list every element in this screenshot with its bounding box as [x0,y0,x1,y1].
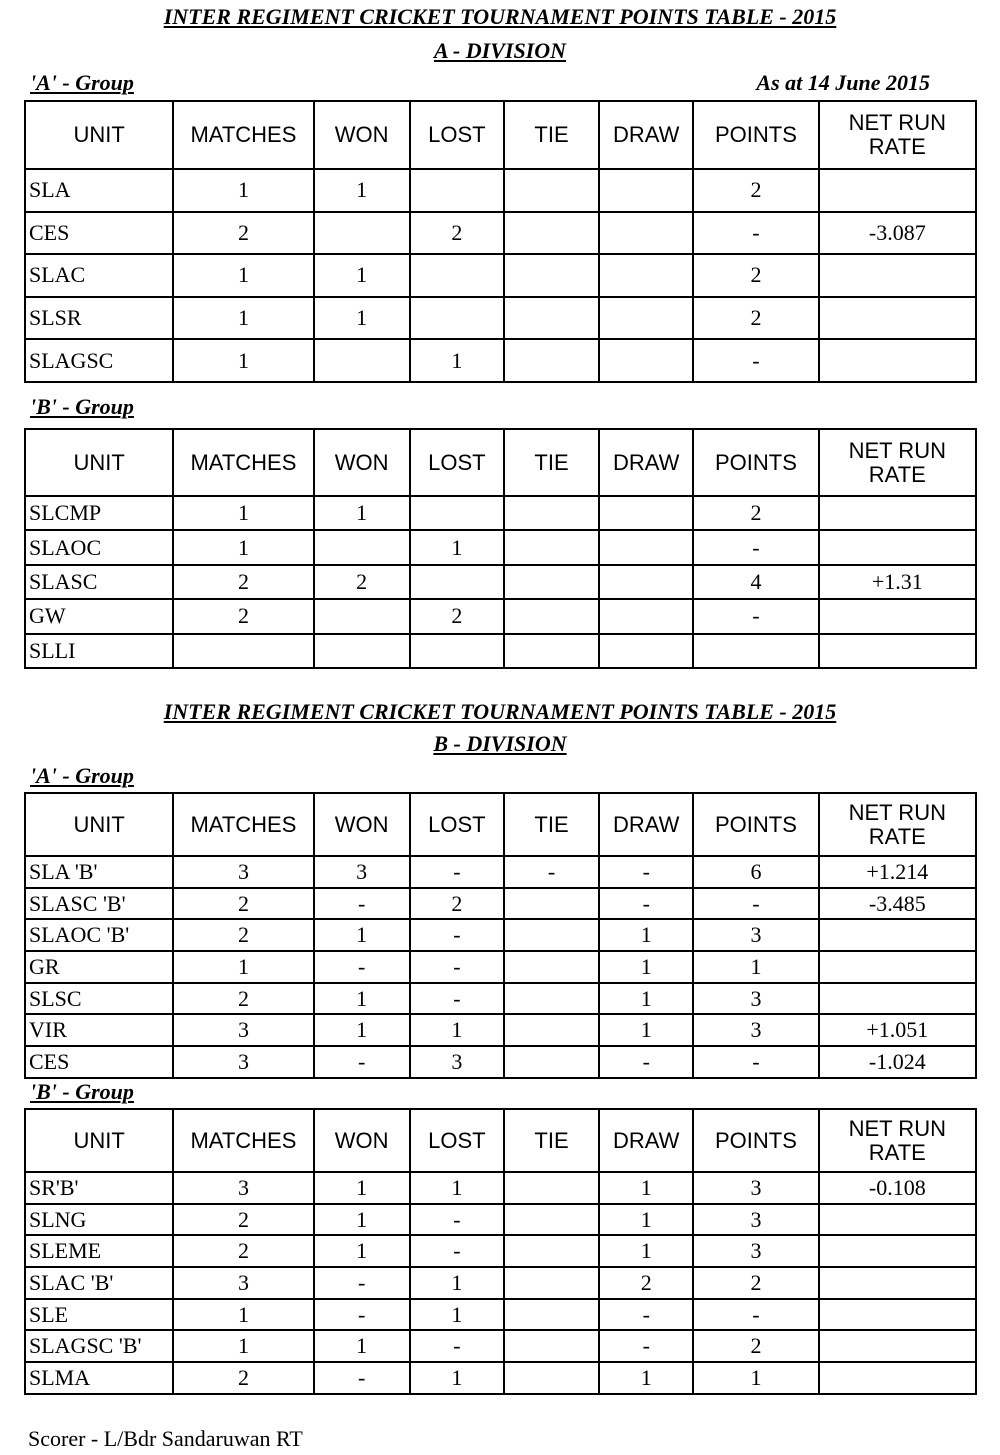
column-header-won: WON [314,1109,410,1172]
cell-lost: 2 [410,212,504,255]
a-division-group-b-table [24,428,977,669]
cell-matches: 2 [173,888,313,920]
table-row [25,1330,976,1362]
cell-points: 3 [693,1235,818,1267]
cell-lost: - [410,951,504,983]
cell-won: - [314,951,410,983]
column-header-points: POINTS [693,793,818,856]
cell-won: 3 [314,856,410,888]
column-header-net-run-line: NET RUN [848,110,946,135]
cell-tie: - [504,856,599,888]
cell-net-run-rate [819,919,976,951]
column-header-net-run-line: NET RUN [848,1115,946,1141]
cell-matches: 1 [173,169,313,212]
cell-won: - [314,888,410,920]
cell-lost: - [410,1330,504,1362]
cell-draw: 1 [599,983,693,1015]
column-header-matches: MATCHES [173,101,313,169]
column-header-net-run-rate [819,793,976,856]
table-row [25,951,976,983]
cell-net-run-rate [819,297,976,340]
cell-points: 3 [693,919,818,951]
table-row [25,599,976,633]
cell-tie [504,254,599,297]
column-header-net-run-line: NET RUN [848,799,946,825]
cell-points [693,634,818,668]
cell-net-run-rate: +1.051 [819,1014,976,1046]
cell-draw [599,634,693,668]
cell-matches: 3 [173,1267,313,1299]
column-header-unit: UNIT [25,793,173,856]
cell-lost: - [410,1235,504,1267]
cell-draw: 1 [599,951,693,983]
cell-tie [504,951,599,983]
cell-lost: - [410,1204,504,1236]
cell-points: 2 [693,1330,818,1362]
cell-net-run-rate [819,1330,976,1362]
b-division-group-a-table [24,792,977,1079]
column-header-won: WON [314,101,410,169]
cell-won: 1 [314,169,410,212]
cell-matches: 1 [173,1299,313,1331]
cell-matches: 2 [173,599,313,633]
column-header-rate-line: RATE [868,823,926,849]
column-header-matches: MATCHES [173,793,313,856]
cell-won: 1 [314,254,410,297]
cell-won: 1 [314,1204,410,1236]
cell-lost: 1 [410,1267,504,1299]
cell-net-run-rate: -1.024 [819,1046,976,1078]
scorer-credit: Scorer - L/Bdr Sandaruwan RT [28,1426,303,1451]
cell-points: 4 [693,565,818,599]
table-row [25,888,976,920]
cell-draw [599,212,693,255]
cell-tie [504,565,599,599]
cell-unit: CES [25,1046,173,1078]
table-row [25,1046,976,1078]
cell-net-run-rate: +1.31 [819,565,976,599]
column-header-lost: LOST [410,1109,504,1172]
b-division-group-a-label: 'A' - Group [30,763,134,788]
cell-points: - [693,888,818,920]
column-header-lost: LOST [410,429,504,496]
table-row [25,254,976,297]
cell-net-run-rate [819,951,976,983]
cell-unit: GW [25,599,173,633]
cell-tie [504,1235,599,1267]
cell-matches: 2 [173,919,313,951]
cell-net-run-rate: -3.485 [819,888,976,920]
cell-tie [504,599,599,633]
cell-points: - [693,339,818,382]
cell-draw: - [599,1330,693,1362]
column-header-tie: TIE [504,429,599,496]
cell-matches: 3 [173,856,313,888]
cell-won: - [314,1299,410,1331]
cell-points: 1 [693,1362,818,1394]
cell-draw: 1 [599,1014,693,1046]
cell-tie [504,1362,599,1394]
cell-matches: 1 [173,951,313,983]
cell-net-run-rate [819,1235,976,1267]
cell-draw [599,565,693,599]
column-header-unit: UNIT [25,429,173,496]
cell-net-run-rate [819,1299,976,1331]
table-row [25,1299,976,1331]
cell-matches [173,634,313,668]
table-row [25,1172,976,1204]
cell-won [314,634,410,668]
cell-draw [599,297,693,340]
cell-won: 1 [314,496,410,530]
cell-points: 2 [693,496,818,530]
cell-unit: SLNG [25,1204,173,1236]
a-division-group-a-table [24,100,977,383]
column-header-matches: MATCHES [173,1109,313,1172]
cell-lost: 3 [410,1046,504,1078]
cell-draw: 1 [599,1204,693,1236]
cell-unit: SLASC [25,565,173,599]
column-header-draw: DRAW [599,1109,693,1172]
cell-won: 1 [314,1330,410,1362]
cell-unit: SLAOC 'B' [25,919,173,951]
cell-lost: 1 [410,1172,504,1204]
cell-matches: 3 [173,1014,313,1046]
cell-draw [599,530,693,564]
cell-matches: 2 [173,1204,313,1236]
cell-points: 3 [693,1014,818,1046]
cell-unit: SLSC [25,983,173,1015]
cell-points: 3 [693,983,818,1015]
cell-lost: 1 [410,1014,504,1046]
cell-tie [504,919,599,951]
cell-net-run-rate [819,1362,976,1394]
cell-net-run-rate [819,1267,976,1299]
table-row [25,339,976,382]
cell-lost: - [410,919,504,951]
cell-points: - [693,212,818,255]
cell-won: 2 [314,565,410,599]
cell-draw: 1 [599,1362,693,1394]
cell-unit: VIR [25,1014,173,1046]
column-header-won: WON [314,793,410,856]
column-header-draw: DRAW [599,101,693,169]
cell-unit: SLAC 'B' [25,1267,173,1299]
cell-won: 1 [314,919,410,951]
b-division-group-b-table [24,1108,977,1395]
cell-draw: - [599,1046,693,1078]
column-header-matches: MATCHES [173,429,313,496]
cell-won: 1 [314,1014,410,1046]
cell-unit: SLAGSC 'B' [25,1330,173,1362]
cell-points: 3 [693,1172,818,1204]
cell-net-run-rate [819,254,976,297]
column-header-won: WON [314,429,410,496]
cell-lost: - [410,983,504,1015]
cell-lost: - [410,856,504,888]
cell-unit: CES [25,212,173,255]
cell-won: - [314,1267,410,1299]
cell-matches: 1 [173,496,313,530]
cell-matches: 1 [173,297,313,340]
cell-tie [504,297,599,340]
column-header-rate-line: RATE [868,134,926,159]
cell-draw: - [599,856,693,888]
b-division-heading: B - DIVISION [433,731,567,756]
cell-net-run-rate: -3.087 [819,212,976,255]
cell-lost: 2 [410,888,504,920]
cell-lost [410,254,504,297]
column-header-points: POINTS [693,1109,818,1172]
cell-draw: 1 [599,1235,693,1267]
cell-matches: 3 [173,1046,313,1078]
column-header-unit: UNIT [25,101,173,169]
cell-draw [599,599,693,633]
table-row [25,297,976,340]
cell-lost: 1 [410,339,504,382]
cell-tie [504,1267,599,1299]
column-header-rate-line: RATE [868,461,926,487]
cell-lost [410,565,504,599]
cell-tie [504,169,599,212]
cell-tie [504,1204,599,1236]
cell-lost: 2 [410,599,504,633]
cell-net-run-rate [819,169,976,212]
cell-net-run-rate [819,530,976,564]
cell-lost [410,297,504,340]
cell-tie [504,1046,599,1078]
cell-unit: SLMA [25,1362,173,1394]
cell-unit: SLLI [25,634,173,668]
cell-draw: 1 [599,919,693,951]
column-header-points: POINTS [693,429,818,496]
cell-won: - [314,1046,410,1078]
cell-unit: SLAGSC [25,339,173,382]
cell-points: 3 [693,1204,818,1236]
cell-unit: SLA [25,169,173,212]
cell-lost [410,496,504,530]
cell-matches: 1 [173,339,313,382]
column-header-points: POINTS [693,101,818,169]
cell-points: 2 [693,1267,818,1299]
cell-points: 6 [693,856,818,888]
cell-tie [504,1330,599,1362]
column-header-tie: TIE [504,1109,599,1172]
cell-won [314,212,410,255]
cell-draw [599,254,693,297]
cell-won: 1 [314,1172,410,1204]
table-row [25,530,976,564]
as-at-date: As at 14 June 2015 [756,70,930,95]
cell-tie [504,1299,599,1331]
cell-draw: - [599,1299,693,1331]
cell-lost [410,634,504,668]
cell-unit: SLAOC [25,530,173,564]
cell-tie [504,530,599,564]
cell-net-run-rate [819,599,976,633]
table-row [25,1235,976,1267]
cell-tie [504,888,599,920]
cell-draw [599,496,693,530]
cell-points: - [693,599,818,633]
cell-matches: 1 [173,530,313,564]
cell-draw [599,169,693,212]
cell-net-run-rate [819,496,976,530]
cell-unit: SLSR [25,297,173,340]
cell-won: - [314,1362,410,1394]
cell-tie [504,983,599,1015]
cell-unit: SLEME [25,1235,173,1267]
column-header-unit: UNIT [25,1109,173,1172]
cell-net-run-rate [819,1204,976,1236]
table-row [25,496,976,530]
a-division-heading: A - DIVISION [433,38,567,63]
column-header-lost: LOST [410,793,504,856]
cell-points: - [693,1299,818,1331]
table-row [25,169,976,212]
column-header-lost: LOST [410,101,504,169]
cell-net-run-rate [819,634,976,668]
column-header-rate-line: RATE [868,1139,926,1165]
cell-lost: 1 [410,530,504,564]
cell-unit: SR'B' [25,1172,173,1204]
column-header-net-run-rate [819,101,976,169]
table-row [25,856,976,888]
cell-points: - [693,530,818,564]
cell-unit: GR [25,951,173,983]
cell-lost: 1 [410,1362,504,1394]
cell-matches: 1 [173,254,313,297]
cell-won [314,530,410,564]
table-row [25,1362,976,1394]
b-division-title: INTER REGIMENT CRICKET TOURNAMENT POINTS TABLE - 2015 [163,699,837,724]
cell-unit: SLCMP [25,496,173,530]
cell-won [314,339,410,382]
cell-draw [599,339,693,382]
cell-unit: SLAC [25,254,173,297]
table-row [25,565,976,599]
cell-lost [410,169,504,212]
cell-tie [504,339,599,382]
cell-tie [504,634,599,668]
a-division-group-a-label: 'A' - Group [30,70,134,95]
cell-draw: - [599,888,693,920]
cell-unit: SLA 'B' [25,856,173,888]
cell-won: 1 [314,297,410,340]
cell-unit: SLE [25,1299,173,1331]
cell-points: 2 [693,169,818,212]
table-row [25,1204,976,1236]
cell-lost: 1 [410,1299,504,1331]
cell-matches: 2 [173,1235,313,1267]
cell-net-run-rate: -0.108 [819,1172,976,1204]
cell-matches: 1 [173,1330,313,1362]
cell-draw: 2 [599,1267,693,1299]
column-header-draw: DRAW [599,793,693,856]
table-row [25,919,976,951]
column-header-tie: TIE [504,793,599,856]
table-row [25,1014,976,1046]
a-division-group-b-label: 'B' - Group [30,394,134,419]
cell-draw: 1 [599,1172,693,1204]
cell-tie [504,1172,599,1204]
table-row [25,1267,976,1299]
cell-points: 2 [693,297,818,340]
cell-net-run-rate [819,339,976,382]
cell-matches: 2 [173,212,313,255]
column-header-net-run-rate [819,429,976,496]
cell-tie [504,1014,599,1046]
cell-matches: 2 [173,1362,313,1394]
cell-unit: SLASC 'B' [25,888,173,920]
cell-points: 2 [693,254,818,297]
column-header-tie: TIE [504,101,599,169]
cell-won: 1 [314,1235,410,1267]
cell-matches: 3 [173,1172,313,1204]
table-row [25,983,976,1015]
cell-matches: 2 [173,983,313,1015]
a-division-title: INTER REGIMENT CRICKET TOURNAMENT POINTS TABLE - 2015 [163,4,837,29]
cell-matches: 2 [173,565,313,599]
cell-points: - [693,1046,818,1078]
column-header-net-run-line: NET RUN [848,437,946,463]
cell-tie [504,212,599,255]
table-row [25,634,976,668]
cell-won: 1 [314,983,410,1015]
cell-points: 1 [693,951,818,983]
column-header-draw: DRAW [599,429,693,496]
table-row [25,212,976,255]
cell-tie [504,496,599,530]
cell-net-run-rate: +1.214 [819,856,976,888]
b-division-group-b-label: 'B' - Group [30,1079,134,1104]
cell-won [314,599,410,633]
column-header-net-run-rate [819,1109,976,1172]
cell-net-run-rate [819,983,976,1015]
